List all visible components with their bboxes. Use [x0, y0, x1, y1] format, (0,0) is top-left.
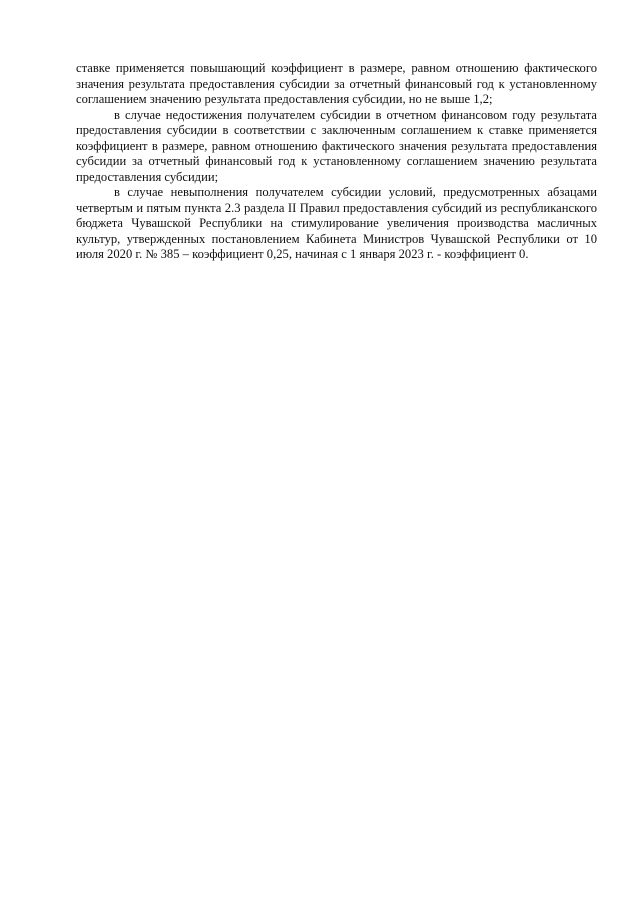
paragraph-continuation: ставке применяется повышающий коэффициент в размере, равном отношению фактического значения результата предоставления субсидии за отчетный финансовый год к установленному соглашением значению результата предоставления субсидии, но не выше 1,2;: [76, 61, 597, 106]
document-body: [76, 61, 597, 263]
paragraph-nonachievement-coefficient: в случае недостижения получателем субсидии в отчетном финансовом году результата предоставления субсидии в соответствии с заключенным соглашением к ставке применяется коэффициент в размере, равном отношению фактического значения результата предоставления субсидии за отчетный финансовый год к установленному соглашением значению результата предоставления субсидии;: [76, 107, 597, 184]
paragraph-nonfulfillment-coefficient: в случае невыполнения получателем субсидии условий, предусмотренных абзацами четвертым и пятым пункта 2.3 раздела II Правил предоставления субсидий из республиканского бюджета Чувашской Республики на стимулирование увеличения производства масличных культур, утвержденных постановлением Кабинета Министров Чувашской Республики от 10 июля 2020 г. № 385 – коэффициент 0,25, начиная с 1 января 2023 г. - коэффициент 0.: [76, 185, 597, 261]
